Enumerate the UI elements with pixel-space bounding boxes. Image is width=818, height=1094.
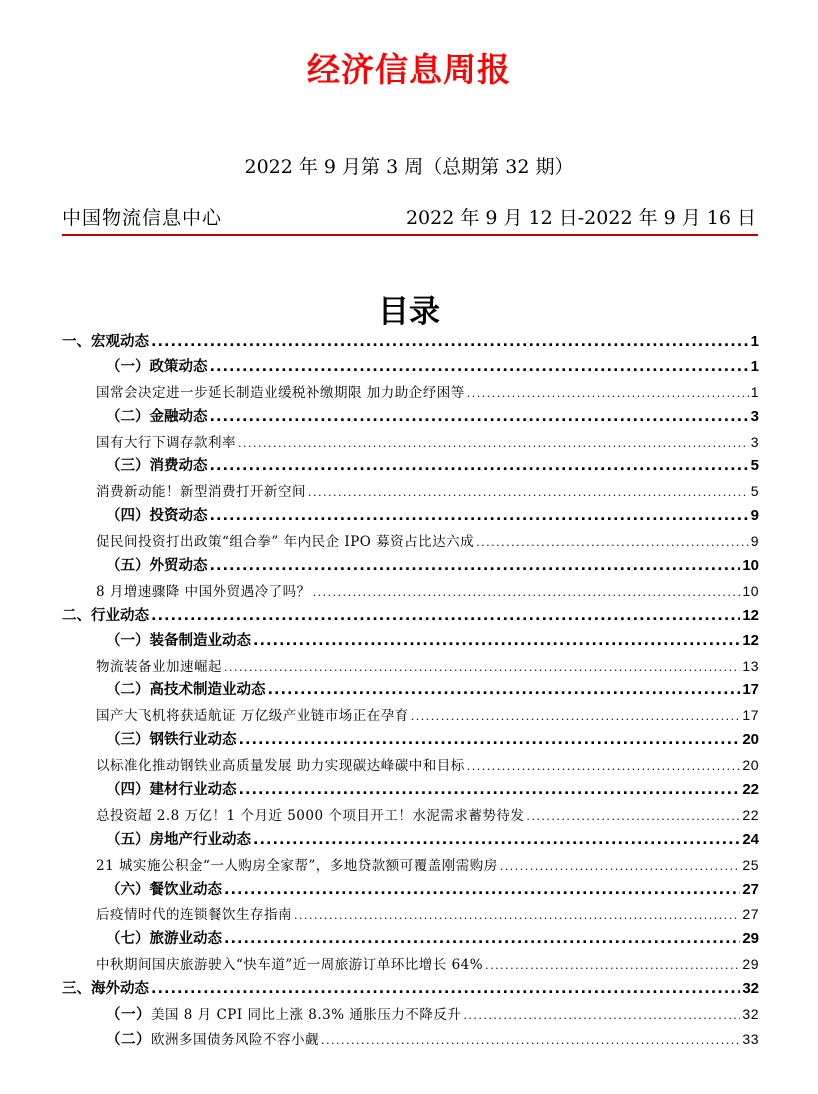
toc-entry-title: （四）投资动态 [106,508,208,525]
toc-page-number: 12 [742,631,759,649]
toc-dot-leader [313,580,741,606]
toc-entry-title: （二）高技术制造业动态 [106,682,266,699]
toc-entry-level-3[interactable] [62,430,759,455]
toc-entry-level-2[interactable] [62,778,759,803]
organization-name: 中国物流信息中心 [62,207,223,229]
toc-entry-title: 国常会决定进一步延长制造业缓税补缴期限 加力助企纾困等 [96,384,465,401]
toc-page-number: 13 [742,657,759,674]
toc-entry-level-2[interactable] [62,878,759,903]
toc-entry-level-2[interactable] [62,355,759,380]
toc-page-number: 9 [750,533,759,550]
toc-entry-level-3[interactable] [62,753,759,778]
toc-page-number: 20 [742,731,759,749]
toc-entry-title: （一）装备制造业动态 [106,632,251,649]
toc-dot-leader [500,854,741,880]
toc-entry-level-1[interactable] [62,977,759,1002]
toc-entry-level-2[interactable] [62,405,759,430]
toc-entry-level-1[interactable] [62,330,759,355]
toc-entry-level-2[interactable] [62,828,759,853]
toc-dot-leader [476,530,749,556]
toc-dot-leader [224,927,740,952]
toc-entry-level-3[interactable] [62,803,759,828]
toc-entry-title: （七）旅游业动态 [106,931,222,948]
toc-dot-leader [210,405,749,430]
toc-page-number: 27 [742,880,759,898]
toc-entry-title: 国有大行下调存款利率 [96,434,236,451]
report-title: 经济信息周报 [307,50,511,89]
toc-entry-title: 国产大飞机将获适航证 万亿级产业链市场正在孕育 [96,708,409,725]
toc-page-number: 9 [750,507,759,525]
toc-page-number: 17 [742,681,759,699]
toc-dot-leader [268,678,741,703]
toc-entry-title [106,1028,319,1053]
toc-page-number: 3 [750,433,759,450]
toc-entry-title: （二）金融动态 [106,408,208,425]
toc-entry-level-4[interactable] [62,1002,759,1027]
toc-entry-level-2[interactable] [62,678,759,703]
toc-entry-title: 8 月增速骤降 中国外贸遇冷了吗？ [96,583,311,600]
toc-entry-level-3[interactable] [62,479,759,504]
toc-dot-leader [224,878,740,903]
toc-entry-title: 一、宏观动态 [62,334,149,350]
toc-dot-leader [411,704,741,730]
issue-line: 2022 年 9 月第 3 周（总期第 32 期） [244,156,574,178]
toc-dot-leader [485,953,740,979]
toc-entry-title: （三）消费动态 [106,458,208,475]
toc-dot-leader [239,728,741,753]
toc-dot-leader [321,1028,740,1054]
toc-entry-title: 物流装备业加速崛起 [96,658,222,675]
header-divider [62,234,758,236]
toc-entry-title: （六）餐饮业动态 [106,881,222,898]
toc-page-number: 17 [742,707,759,724]
toc-entry-title: （五）外贸动态 [106,558,208,575]
toc-page-number: 22 [742,806,759,823]
toc-page-number: 1 [750,357,759,375]
toc-entry-title [106,1003,461,1028]
toc-entry-level-2[interactable] [62,927,759,952]
toc-dot-leader [467,381,749,407]
toc-dot-leader [210,355,749,380]
toc-page-number: 33 [742,1030,759,1047]
toc-entry-level-3[interactable] [62,380,759,405]
toc-entry-title: （四）建材行业动态 [106,782,237,799]
date-range: 2022 年 9 月 12 日-2022 年 9 月 16 日 [405,207,756,229]
toc-entry-number: （一） [106,1007,151,1024]
toc-entry-level-3[interactable] [62,703,759,728]
toc-dot-leader [151,604,740,629]
toc-page-number: 29 [742,956,759,973]
toc-page-number: 10 [742,557,759,575]
toc-entry-title: 中秋期间国庆旅游驶入“快车道”近一周旅游订单环比增长 64% [96,957,484,974]
toc-entry-level-3[interactable] [62,902,759,927]
toc-entry-level-2[interactable] [62,554,759,579]
toc-dot-leader [253,828,740,853]
toc-entry-level-2[interactable] [62,728,759,753]
toc-entry-title: （三）钢铁行业动态 [106,732,237,749]
toc-page-number: 25 [742,856,759,873]
toc-dot-leader [253,629,740,654]
toc-entry-title: （一）政策动态 [106,358,208,375]
toc-entry-level-3[interactable] [62,853,759,878]
toc-page-number: 32 [742,980,759,998]
toc-dot-leader [210,554,741,579]
toc-page-number: 3 [750,407,759,425]
toc-dot-leader [526,804,740,830]
toc-entry-level-1[interactable] [62,604,759,629]
toc-entry-level-2[interactable] [62,504,759,529]
toc-entry-title: 21 城实施公积金“一人购房全家帮”，多地贷款额可覆盖刚需购房 [96,857,498,874]
toc-dot-leader [151,330,749,355]
toc-entry-level-3[interactable] [62,529,759,554]
toc-entry-text: 美国 8 月 CPI 同比上涨 8.3% 通胀压力不降反升 [151,1007,462,1024]
toc-entry-title: 促民间投资打出政策“组合拳” 年内民企 IPO 募资占比达六成 [96,534,475,551]
toc-page-number: 24 [742,830,759,848]
toc-dot-leader [463,1003,740,1029]
toc-page-number: 12 [742,606,759,624]
table-of-contents [62,330,759,1052]
toc-entry-level-4[interactable] [62,1027,759,1052]
toc-page-number: 5 [750,483,759,500]
toc-entry-level-2[interactable] [62,454,759,479]
toc-dot-leader [294,903,740,929]
toc-page-number: 1 [750,333,759,350]
toc-dot-leader [308,480,749,506]
toc-entry-title: 三、海外动态 [62,981,149,998]
toc-dot-leader [238,431,749,457]
toc-page-number: 29 [742,930,759,948]
toc-entry-level-2[interactable] [62,629,759,654]
toc-entry-title: 总投资超 2.8 万亿！1 个月近 5000 个项目开工！水泥需求蓄势待发 [96,807,525,824]
toc-heading: 目录 [378,294,440,330]
toc-entry-title: 后疫情时代的连锁餐饮生存指南 [96,907,292,924]
toc-entry-title: 二、行业动态 [62,607,149,624]
toc-entry-level-3[interactable] [62,579,759,604]
toc-dot-leader [210,454,749,479]
toc-entry-text: 欧洲多国债务风险不容小觑 [151,1031,319,1048]
toc-entry-level-3[interactable] [62,952,759,977]
toc-page-number: 1 [750,383,759,400]
toc-entry-title: 消费新动能！新型消费打开新空间 [96,484,306,501]
toc-dot-leader [151,977,740,1002]
toc-page-number: 5 [750,457,759,475]
toc-dot-leader [239,778,741,803]
toc-entry-title: （五）房地产行业动态 [106,831,251,848]
toc-page-number: 10 [742,582,759,599]
toc-entry-number: （二） [106,1031,151,1048]
toc-page-number: 27 [742,906,759,923]
toc-entry-level-3[interactable] [62,654,759,679]
toc-dot-leader [224,655,740,681]
toc-page-number: 32 [742,1006,759,1023]
toc-page-number: 20 [742,757,759,774]
toc-dot-leader [467,754,741,780]
toc-entry-title: 以标准化推动钢铁业高质量发展 助力实现碳达峰碳中和目标 [96,758,465,775]
toc-dot-leader [210,504,749,529]
toc-page-number: 22 [742,781,759,799]
